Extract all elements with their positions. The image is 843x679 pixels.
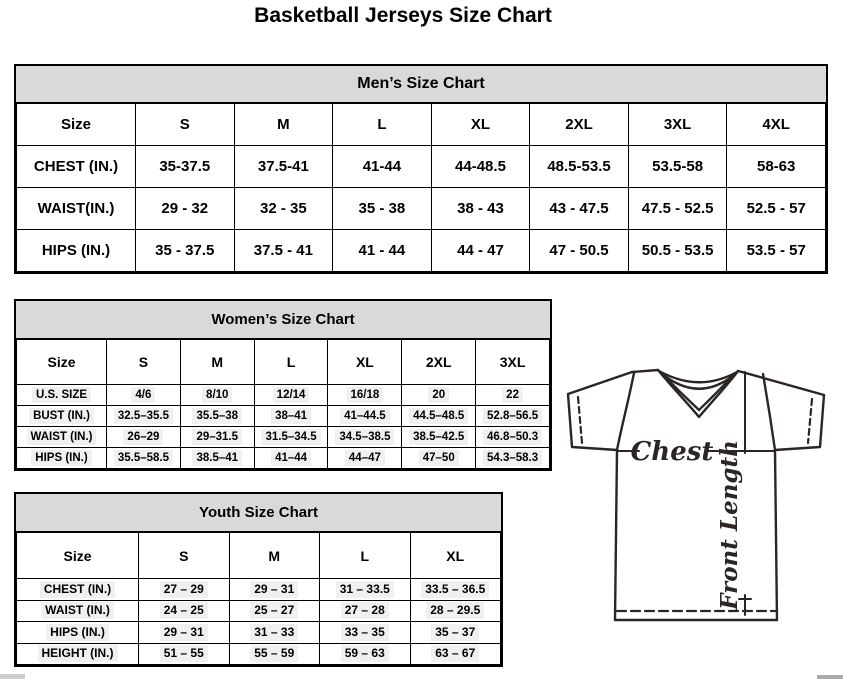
header-row xyxy=(17,104,826,146)
highlighted-text: 29 – 31 xyxy=(160,624,208,641)
column-header: M xyxy=(180,340,254,385)
highlighted-text: 46.8–50.3 xyxy=(483,429,542,445)
highlighted-text: 38.5–42.5 xyxy=(409,429,468,445)
column-header: M xyxy=(234,104,333,146)
table-cell xyxy=(402,385,476,406)
chest-label: Chest xyxy=(630,437,714,467)
table-cell xyxy=(254,427,328,448)
highlighted-text: 4/6 xyxy=(131,387,155,403)
table-cell: 35 - 37.5 xyxy=(136,230,235,272)
table-row xyxy=(17,579,501,601)
table-cell xyxy=(254,406,328,427)
highlighted-text: U.S. SIZE xyxy=(32,387,91,403)
youth-size-chart-table xyxy=(14,492,503,667)
highlighted-text: 12/14 xyxy=(273,387,310,403)
table-cell: 35 - 38 xyxy=(333,188,432,230)
table-cell xyxy=(107,406,181,427)
table-cell xyxy=(139,600,230,622)
highlighted-text: 31 – 33 xyxy=(250,624,298,641)
highlighted-text: 41–44 xyxy=(271,450,311,466)
table-cell: 53.5-58 xyxy=(628,146,727,188)
jersey-measurement-diagram xyxy=(560,363,840,627)
highlighted-text: 35.5–58.5 xyxy=(114,450,173,466)
table-row xyxy=(17,385,550,406)
highlighted-text: 26–29 xyxy=(123,429,163,445)
highlighted-text: WAIST (IN.) xyxy=(41,602,114,619)
highlighted-text: 59 – 63 xyxy=(341,645,389,662)
size-column-header: Size xyxy=(17,340,107,385)
highlighted-text: 51 – 55 xyxy=(160,645,208,662)
table-row xyxy=(17,230,826,272)
highlighted-text: 29 – 31 xyxy=(250,581,298,598)
column-header: S xyxy=(107,340,181,385)
column-header: S xyxy=(136,104,235,146)
table-row xyxy=(17,406,550,427)
size-column-header: Size xyxy=(17,533,139,579)
table-row xyxy=(17,188,826,230)
highlighted-text: 28 – 29.5 xyxy=(426,602,484,619)
table-cell: 32 - 35 xyxy=(234,188,333,230)
column-header: S xyxy=(139,533,230,579)
size-column-header: Size xyxy=(17,104,136,146)
highlighted-text: 31.5–34.5 xyxy=(261,429,320,445)
row-label: CHEST (IN.) xyxy=(17,146,136,188)
row-label: HIPS (IN.) xyxy=(17,230,136,272)
table-cell xyxy=(328,385,402,406)
jersey-outline-drawing xyxy=(560,363,840,627)
highlighted-text: BUST (IN.) xyxy=(29,408,94,424)
highlighted-text: 25 – 27 xyxy=(250,602,298,619)
column-header: M xyxy=(229,533,320,579)
highlighted-text: 20 xyxy=(428,387,449,403)
table-cell xyxy=(229,643,320,665)
table-row xyxy=(17,427,550,448)
column-header: 4XL xyxy=(727,104,826,146)
row-label: WAIST(IN.) xyxy=(17,188,136,230)
highlighted-text: WAIST (IN.) xyxy=(27,429,97,445)
table-cell: 47 - 50.5 xyxy=(530,230,629,272)
table-cell xyxy=(320,600,411,622)
row-label xyxy=(17,448,107,469)
highlighted-text: 44–47 xyxy=(345,450,385,466)
table-row xyxy=(17,643,501,665)
highlighted-text: 52.8–56.5 xyxy=(483,408,542,424)
table-cell xyxy=(139,643,230,665)
column-header: 2XL xyxy=(530,104,629,146)
right-armhole-seam xyxy=(763,374,775,450)
table-cell: 58-63 xyxy=(727,146,826,188)
table-row xyxy=(17,622,501,644)
highlighted-text: 47–50 xyxy=(419,450,459,466)
table-cell: 44-48.5 xyxy=(431,146,530,188)
table-cell xyxy=(320,643,411,665)
highlighted-text: 44.5–48.5 xyxy=(409,408,468,424)
table-cell xyxy=(328,448,402,469)
header-row xyxy=(17,533,501,579)
table-cell: 41-44 xyxy=(333,146,432,188)
table-cell: 37.5-41 xyxy=(234,146,333,188)
column-header: L xyxy=(320,533,411,579)
table-cell: 47.5 - 52.5 xyxy=(628,188,727,230)
table-cell xyxy=(476,427,550,448)
table-row xyxy=(17,146,826,188)
highlighted-text: 29–31.5 xyxy=(192,429,242,445)
highlighted-text: HEIGHT (IN.) xyxy=(38,645,118,662)
table-title: Men’s Size Chart xyxy=(16,66,826,103)
table-cell: 50.5 - 53.5 xyxy=(628,230,727,272)
table-cell xyxy=(402,427,476,448)
page-title: Basketball Jerseys Size Chart xyxy=(254,4,552,27)
highlighted-text: 34.5–38.5 xyxy=(335,429,394,445)
column-header: 2XL xyxy=(402,340,476,385)
womens-size-chart-table xyxy=(14,299,552,471)
highlighted-text: 27 – 28 xyxy=(341,602,389,619)
table-cell: 43 - 47.5 xyxy=(530,188,629,230)
highlighted-text: HIPS (IN.) xyxy=(46,624,109,641)
front-length-label: Front Length xyxy=(716,440,743,610)
table-cell: 41 - 44 xyxy=(333,230,432,272)
table-cell xyxy=(180,448,254,469)
highlighted-text: 16/18 xyxy=(347,387,384,403)
highlighted-text: HIPS (IN.) xyxy=(31,450,91,466)
highlighted-text: 38–41 xyxy=(271,408,311,424)
table-cell xyxy=(107,427,181,448)
table-cell xyxy=(320,622,411,644)
row-label xyxy=(17,406,107,427)
table-cell xyxy=(180,427,254,448)
table-cell xyxy=(410,622,501,644)
left-cuff-dashed-line xyxy=(578,397,582,443)
table-cell xyxy=(229,622,320,644)
horizontal-scrollbar-fragment[interactable] xyxy=(0,674,25,679)
highlighted-text: 54.3–58.3 xyxy=(483,450,542,466)
row-label xyxy=(17,385,107,406)
table-title: Women’s Size Chart xyxy=(16,301,550,339)
table-cell xyxy=(229,579,320,601)
table-cell xyxy=(139,579,230,601)
table-cell: 29 - 32 xyxy=(136,188,235,230)
table-title: Youth Size Chart xyxy=(16,494,501,532)
highlighted-text: 55 – 59 xyxy=(250,645,298,662)
table-cell: 44 - 47 xyxy=(431,230,530,272)
table-cell xyxy=(402,406,476,427)
column-header: L xyxy=(333,104,432,146)
column-header: 3XL xyxy=(476,340,550,385)
table-cell xyxy=(229,600,320,622)
table-row xyxy=(17,448,550,469)
column-header: XL xyxy=(328,340,402,385)
row-label xyxy=(17,427,107,448)
column-header: XL xyxy=(431,104,530,146)
table-cell xyxy=(402,448,476,469)
vertical-scrollbar-fragment[interactable] xyxy=(817,675,843,679)
table-cell xyxy=(139,622,230,644)
table-cell xyxy=(476,448,550,469)
table-cell xyxy=(328,427,402,448)
table-cell xyxy=(107,385,181,406)
highlighted-text: 22 xyxy=(502,387,523,403)
highlighted-text: 41–44.5 xyxy=(340,408,390,424)
row-label xyxy=(17,579,139,601)
mens-size-chart-table xyxy=(14,64,828,274)
highlighted-text: 32.5–35.5 xyxy=(114,408,173,424)
table-cell: 38 - 43 xyxy=(431,188,530,230)
highlighted-text: 33 – 35 xyxy=(341,624,389,641)
table-cell xyxy=(328,406,402,427)
highlighted-text: CHEST (IN.) xyxy=(40,581,115,598)
table-cell xyxy=(254,385,328,406)
highlighted-text: 38.5–41 xyxy=(192,450,242,466)
highlighted-text: 27 – 29 xyxy=(160,581,208,598)
column-header: L xyxy=(254,340,328,385)
highlighted-text: 63 – 67 xyxy=(431,645,479,662)
row-label xyxy=(17,600,139,622)
table-cell xyxy=(320,579,411,601)
table-cell xyxy=(410,579,501,601)
table-cell xyxy=(476,406,550,427)
highlighted-text: 24 – 25 xyxy=(160,602,208,619)
highlighted-text: 8/10 xyxy=(202,387,232,403)
row-label xyxy=(17,643,139,665)
highlighted-text: 33.5 – 36.5 xyxy=(421,581,489,598)
table-cell xyxy=(476,385,550,406)
table-cell: 37.5 - 41 xyxy=(234,230,333,272)
table-cell: 53.5 - 57 xyxy=(727,230,826,272)
table-cell xyxy=(180,385,254,406)
highlighted-text: 31 – 33.5 xyxy=(336,581,394,598)
column-header: XL xyxy=(410,533,501,579)
table-cell xyxy=(410,643,501,665)
highlighted-text: 35.5–38 xyxy=(192,408,242,424)
header-row xyxy=(17,340,550,385)
highlighted-text: 35 – 37 xyxy=(431,624,479,641)
right-cuff-dashed-line xyxy=(808,399,812,443)
table-cell xyxy=(107,448,181,469)
table-row xyxy=(17,600,501,622)
table-cell: 35-37.5 xyxy=(136,146,235,188)
row-label xyxy=(17,622,139,644)
table-cell xyxy=(410,600,501,622)
table-cell xyxy=(180,406,254,427)
table-cell: 52.5 - 57 xyxy=(727,188,826,230)
column-header: 3XL xyxy=(628,104,727,146)
table-cell xyxy=(254,448,328,469)
table-cell: 48.5-53.5 xyxy=(530,146,629,188)
